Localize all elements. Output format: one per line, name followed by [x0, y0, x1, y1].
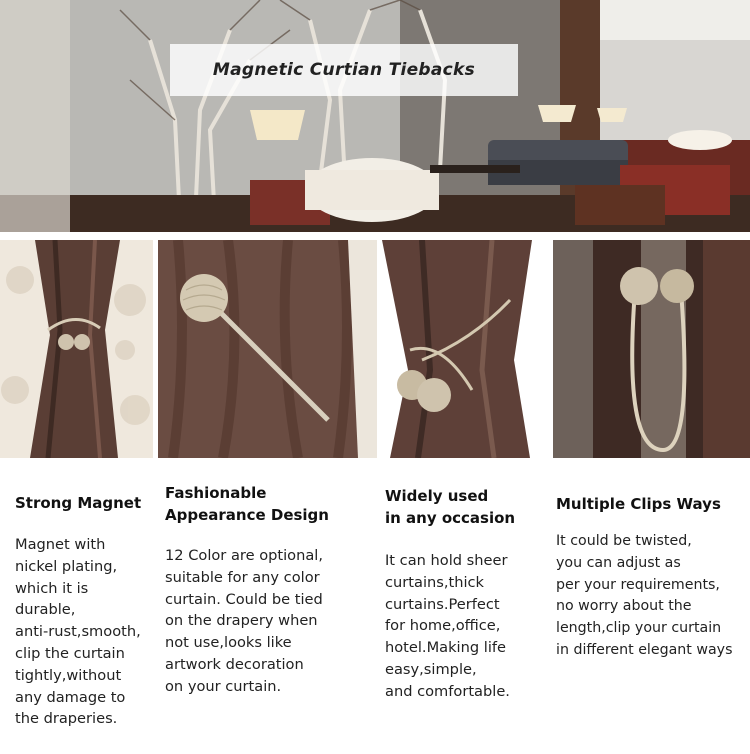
- photo-appearance-design: [158, 240, 377, 458]
- photo-strong-magnet: [0, 240, 153, 458]
- feature-any-occasion: [385, 485, 550, 703]
- feature-body: 12 Color are optional, suitable for any color curtain. Could be tied on the drapery when not use,looks like artwork decoration on your curtain.: [165, 547, 323, 695]
- feature-heading: Multiple Clips Ways: [556, 495, 721, 513]
- feature-heading: Fashionable Appearance Design: [165, 484, 329, 524]
- feature-body: It could be twisted, you can adjust as per your requirements, no worry about the length,clip your curtain in different elegant ways: [556, 533, 733, 658]
- feature-heading: Widely used in any occasion: [385, 487, 516, 527]
- curtain-tieback-photo-3: [382, 240, 550, 458]
- banner-title-box: [170, 44, 518, 96]
- feature-body: Magnet with nickel plating, which it is durable, anti-rust,smooth, clip the curtain tightly,without any damage to the draperies.: [15, 536, 141, 728]
- feature-appearance-design: [165, 482, 380, 698]
- lobby-illustration: [0, 0, 750, 232]
- feature-heading: Strong Magnet: [15, 494, 142, 512]
- photo-multiple-clips: [553, 240, 750, 458]
- feature-body: It can hold sheer curtains,thick curtains.Perfect for home,office, hotel.Making life easy,simple, and comfortable.: [385, 552, 510, 700]
- banner-title: Magnetic Curtian Tiebacks: [212, 60, 476, 80]
- curtain-tieback-photo-4: [553, 240, 750, 458]
- hero-lobby-image: [0, 0, 750, 232]
- feature-multiple-clips: [556, 493, 746, 662]
- photo-any-occasion: [382, 240, 550, 458]
- curtain-tieback-photo-1: [0, 240, 153, 458]
- feature-strong-magnet: [15, 492, 155, 730]
- curtain-tieback-photo-2: [158, 240, 377, 458]
